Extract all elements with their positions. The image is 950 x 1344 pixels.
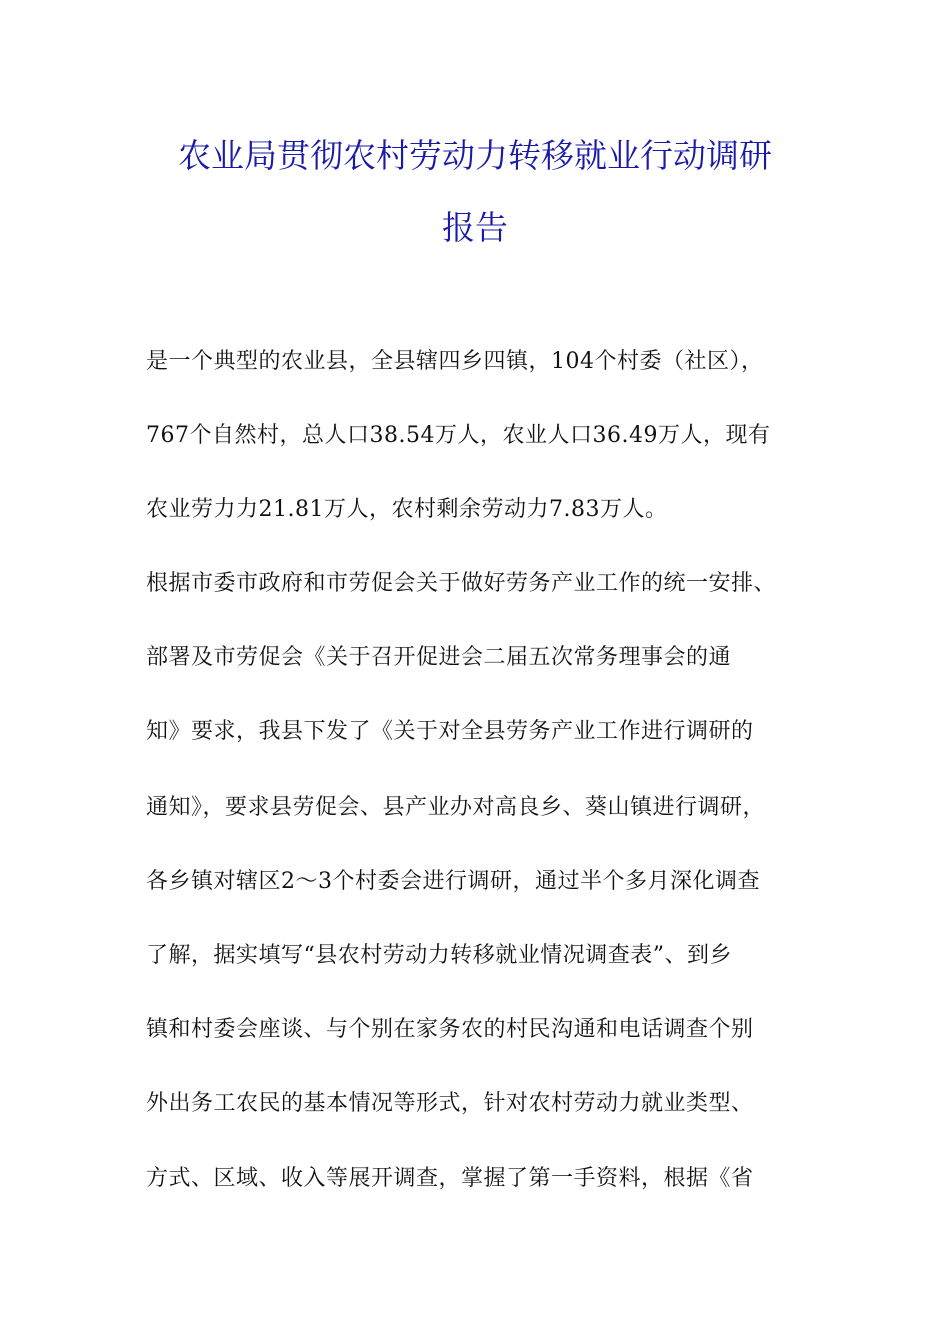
document-title-line-2: 报告 <box>442 208 508 247</box>
paragraph-line: 767个自然村，总人口38.54万人，农业人口36.49万人，现有 <box>146 423 771 448</box>
paragraph-line: 知》要求，我县下发了《关于对全县劳务产业工作进行调研的 <box>146 719 754 744</box>
paragraph-line: 外出务工农民的基本情况等形式，针对农村劳动力就业类型、 <box>146 1091 754 1116</box>
paragraph-line: 了解，据实填写“县农村劳动力转移就业情况调查表”、到乡 <box>146 943 732 968</box>
paragraph-line: 各乡镇对辖区2～3个村委会进行调研，通过半个多月深化调查 <box>146 869 760 894</box>
paragraph-line: 根据市委市政府和市劳促会关于做好劳务产业工作的统一安排、 <box>146 571 777 596</box>
paragraph-line: 镇和村委会座谈、与个别在家务农的村民沟通和电话调查个别 <box>146 1017 754 1042</box>
paragraph-line: 通知》，要求县劳促会、县产业办对高良乡、葵山镇进行调研， <box>146 795 766 820</box>
paragraph-line: 农业劳力力21.81万人，农村剩余劳动力7.83万人。 <box>146 497 668 522</box>
document-title-line-1: 农业局贯彻农村劳动力转移就业行动调研 <box>178 136 772 175</box>
paragraph-line: 方式、区域、收入等展开调查，掌握了第一手资料，根据《省 <box>146 1166 754 1191</box>
paragraph-line: 是一个典型的农业县，全县辖四乡四镇，104个村委（社区）， <box>146 349 764 374</box>
paragraph-line: 部署及市劳促会《关于召开促进会二届五次常务理事会的通 <box>146 645 732 670</box>
